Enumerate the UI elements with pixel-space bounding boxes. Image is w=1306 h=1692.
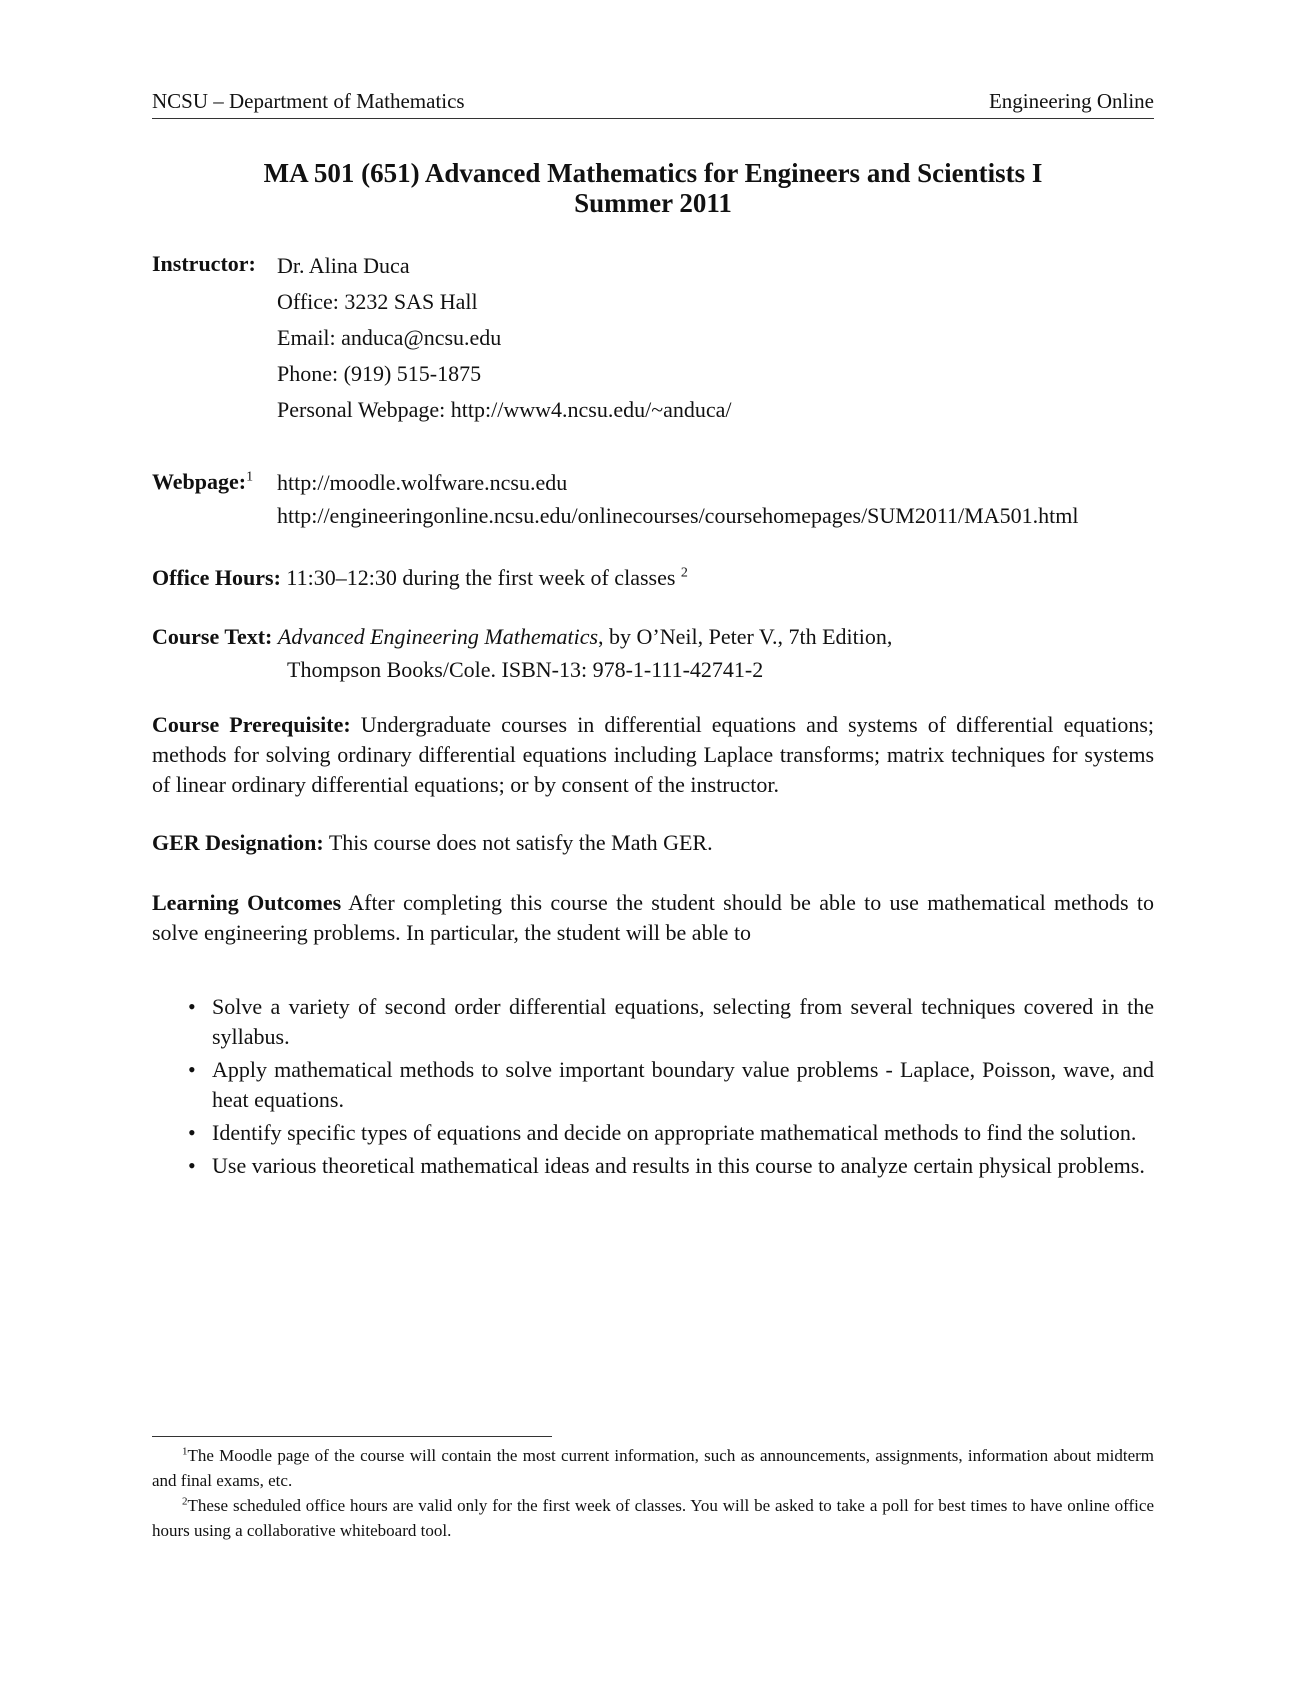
learning-outcomes-section xyxy=(152,888,1154,948)
list-item: • Identify specific types of equations and decide on appropriate mathematical methods to find the solution. xyxy=(186,1118,1154,1148)
header-program: Engineering Online xyxy=(988,89,1154,113)
textbook-publisher: Thompson Books/Cole. ISBN-13: 978-1-111-42741-2 xyxy=(287,657,764,682)
course-homepage-link[interactable]: http://engineeringonline.ncsu.edu/onlinecourses/coursehomepages/SUM2011/MA501.html xyxy=(277,503,1079,528)
office-hours-label: Office Hours: xyxy=(152,565,281,590)
bullet-icon: • xyxy=(188,1120,196,1145)
prerequisite-text: Undergraduate courses in differential equations and systems of differential equations; methods for solving ordinary differential equations including Laplace transforms; matrix techniques for systems of linear ordinary differential equations; or by consent of the instructor. xyxy=(152,712,1155,797)
bullet-icon: • xyxy=(188,994,196,1019)
moodle-link[interactable]: http://moodle.wolfware.ncsu.edu xyxy=(277,470,568,495)
instructor-section xyxy=(152,248,256,280)
instructor-details xyxy=(277,248,732,428)
textbook-author: , by O’Neil, Peter V., 7th Edition, xyxy=(598,624,893,649)
webpage-links xyxy=(277,466,1078,532)
footnote-mark-1: 1 xyxy=(246,469,254,485)
list-item: • Solve a variety of second order differential equations, selecting from several techniques covered in the syllabus. xyxy=(188,994,1154,1049)
footnote-mark-2: 2 xyxy=(680,565,688,581)
ger-label: GER Designation: xyxy=(152,830,324,855)
instructor-name: Dr. Alina Duca xyxy=(277,253,410,278)
instructor-email: Email: anduca@ncsu.edu xyxy=(277,325,502,350)
textbook-title: Advanced Engineering Mathematics xyxy=(277,624,599,649)
list-item: • Use various theoretical mathematical ideas and results in this course to analyze certain physical problems. xyxy=(186,1151,1154,1181)
course-title xyxy=(152,158,1154,218)
bullet-icon: • xyxy=(188,1057,196,1082)
ger-text: This course does not satisfy the Math GER. xyxy=(328,830,713,855)
course-term: Summer 2011 xyxy=(574,188,732,218)
learning-outcomes-intro: After completing this course the student should be able to use mathematical methods to solve engineering problems. In particular, the student will be able to xyxy=(152,890,1154,945)
header-department: NCSU – Department of Mathematics xyxy=(152,89,465,113)
instructor-office: Office: 3232 SAS Hall xyxy=(277,289,478,314)
course-text-section xyxy=(152,620,892,686)
course-title-line: MA 501 (651) Advanced Mathematics for Engineers and Scientists I xyxy=(263,158,1043,188)
bullet-icon: • xyxy=(188,1153,196,1178)
office-hours-text: 11:30–12:30 during the first week of classes xyxy=(286,565,676,590)
prerequisite-label: Course Prerequisite: xyxy=(152,712,351,737)
ger-section xyxy=(152,828,1154,858)
running-header xyxy=(152,88,1154,119)
learning-outcomes-label: Learning Outcomes xyxy=(152,890,342,915)
footnote-1: $^1$The Moodle page of the course will contain the most current information, such as announcements, assignments, information about midterm and final exams, etc. xyxy=(152,1445,1154,1490)
course-text-label: Course Text: xyxy=(152,624,273,649)
footnote-divider xyxy=(152,1436,552,1437)
footnote-2: $^2$These scheduled office hours are valid only for the first week of classes. You will be asked to take a poll for best times to have online office hours using a collaborative whiteboard tool. xyxy=(152,1495,1154,1540)
webpage-label: Webpage: xyxy=(152,469,247,494)
footnotes xyxy=(152,1443,1154,1543)
instructor-phone: Phone: (919) 515-1875 xyxy=(277,361,482,386)
learning-outcomes-list xyxy=(186,992,1154,1184)
list-item: • Apply mathematical methods to solve important boundary value problems - Laplace, Poisson, wave, and heat equations. xyxy=(188,1057,1154,1112)
webpage-section xyxy=(152,466,253,498)
office-hours-section xyxy=(152,562,688,594)
instructor-label: Instructor: xyxy=(152,251,256,276)
prerequisite-section xyxy=(152,710,1154,800)
instructor-webpage: Personal Webpage: http://www4.ncsu.edu/~anduca/ xyxy=(277,397,732,422)
